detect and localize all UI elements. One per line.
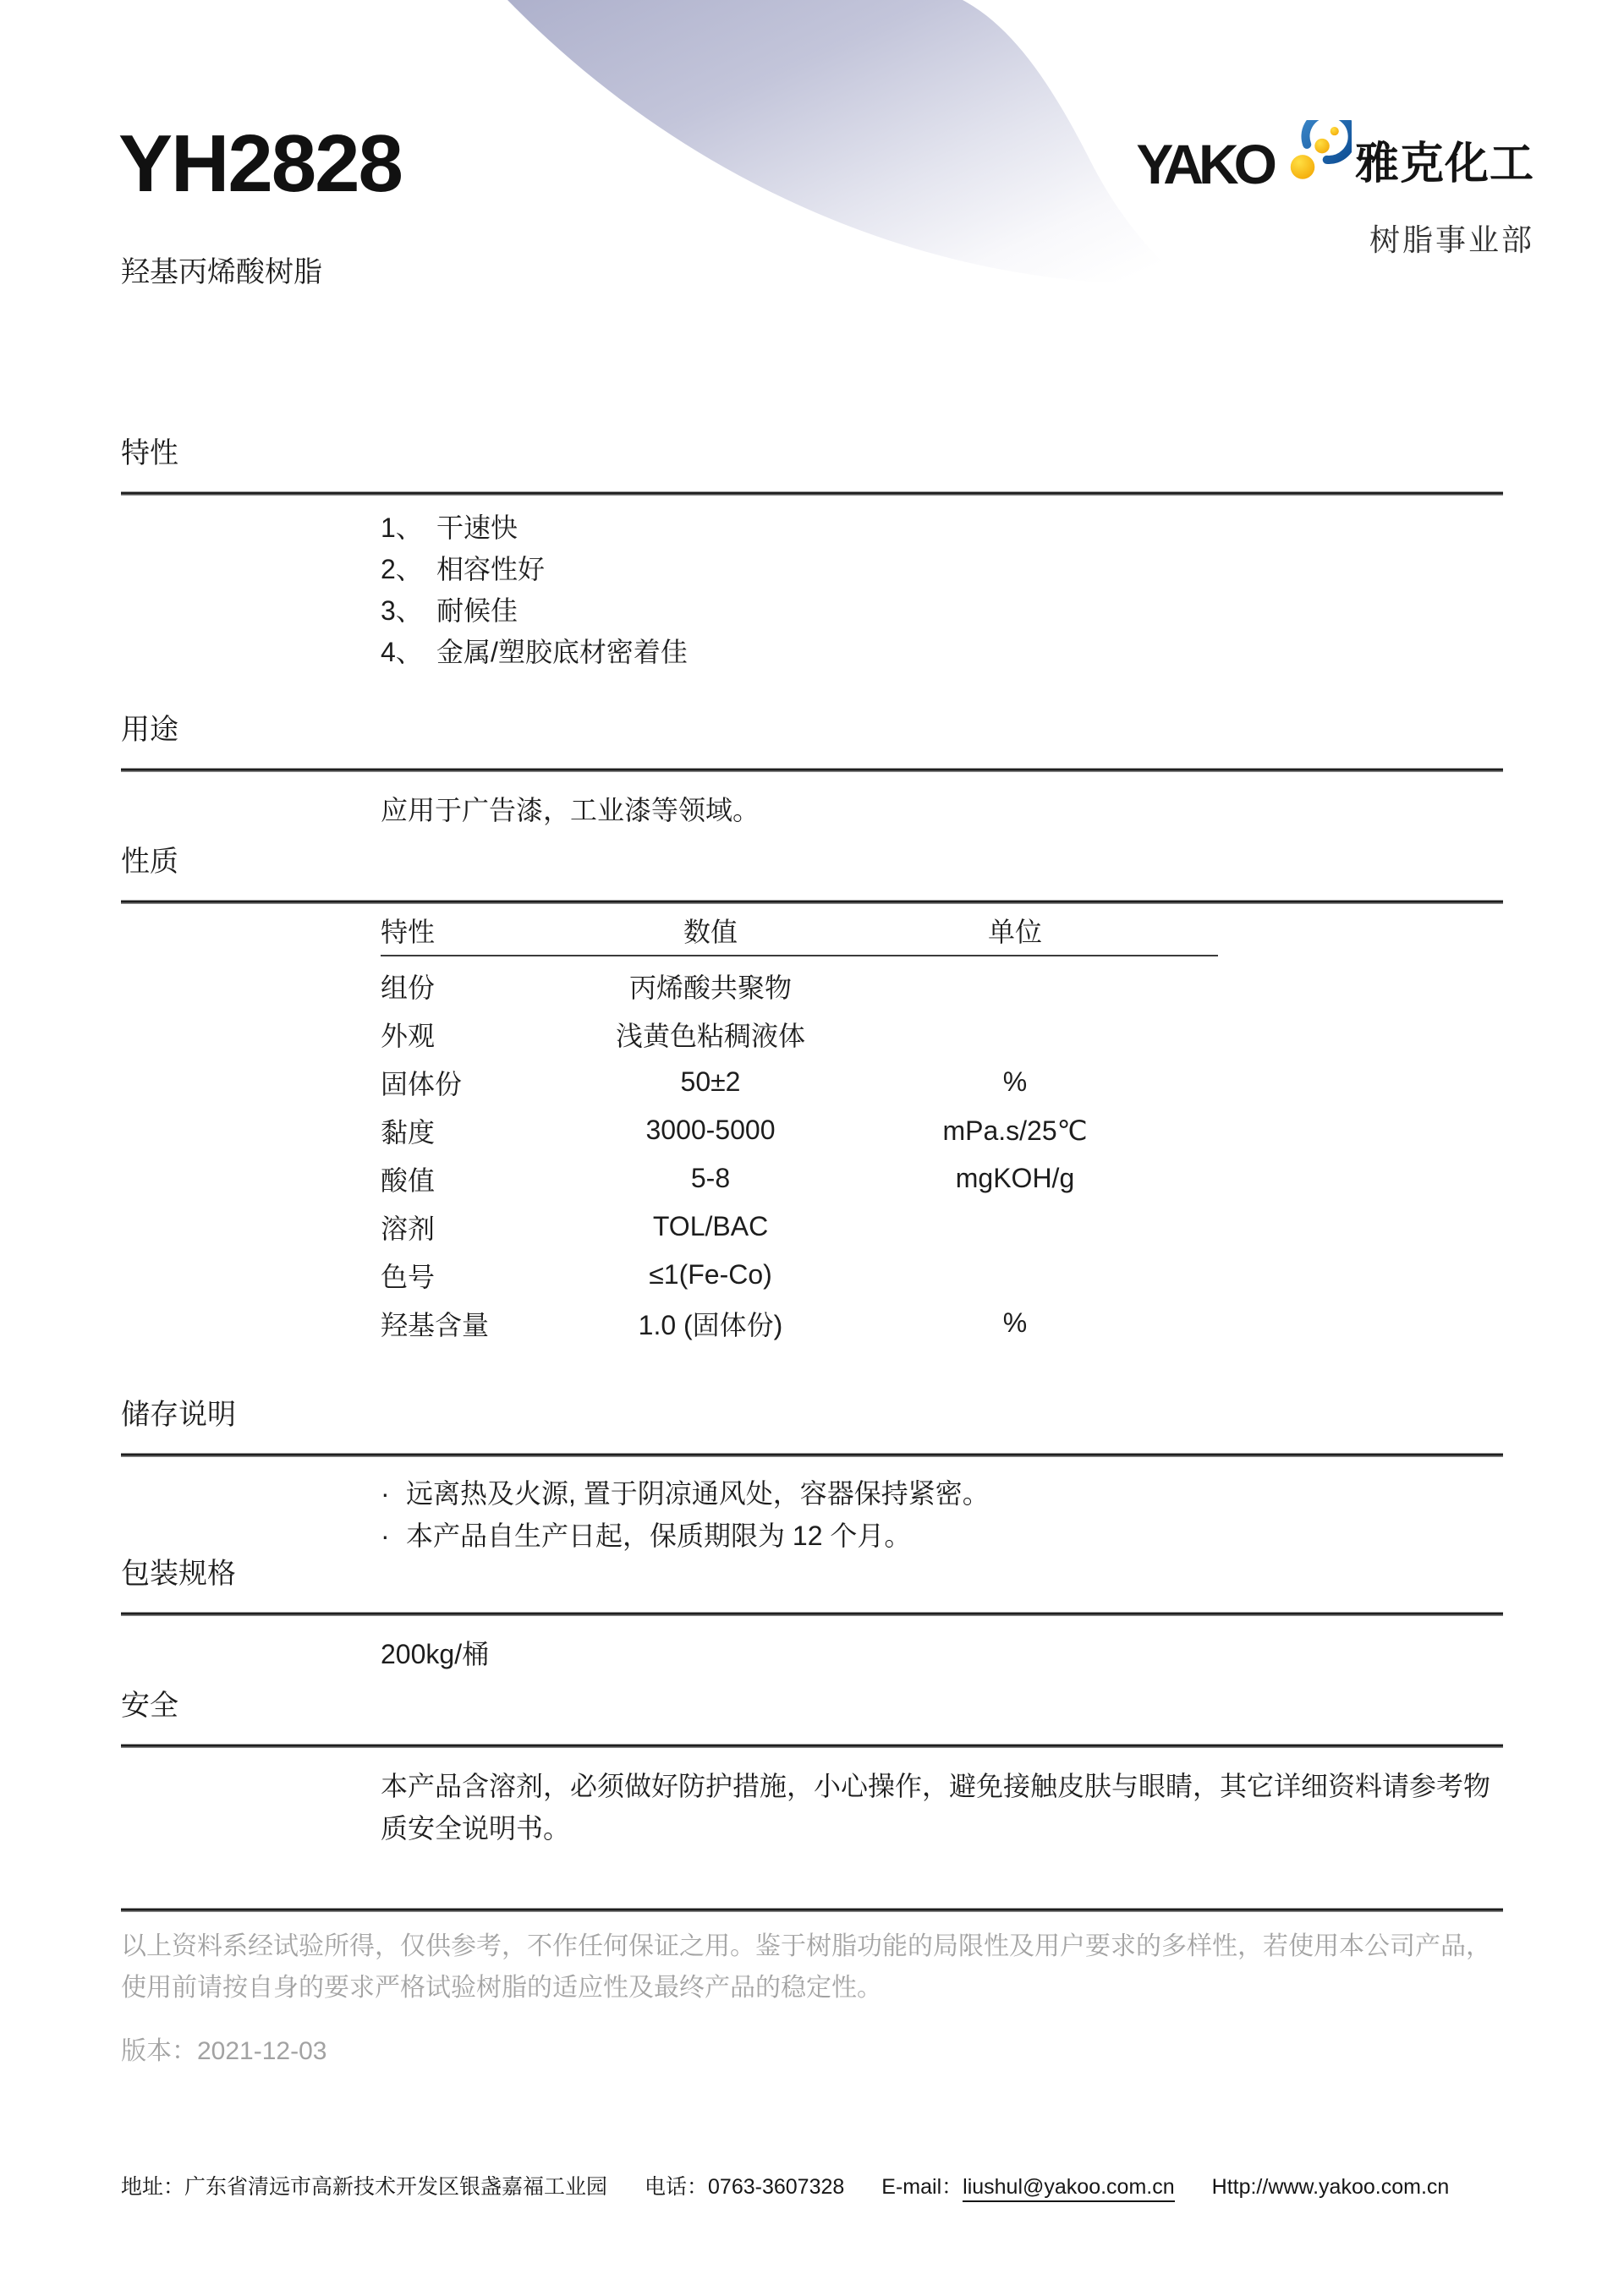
version-label: 版本：2021-12-03 [121, 2037, 327, 2065]
section-heading-packaging: 包装规格 [121, 1558, 236, 1590]
list-item-text: 金属/塑胶底材密着佳 [436, 637, 688, 667]
list-item-number: 4、 [381, 637, 423, 667]
section-rule [121, 1744, 1503, 1748]
property-name: 羟基含量 [381, 1309, 490, 1340]
table-row [381, 1299, 1503, 1347]
table-header-value: 数值 [683, 917, 738, 947]
section-packaging [121, 1556, 1503, 1675]
section-heading-properties: 性质 [121, 846, 178, 878]
list-item-text: 相容性好 [436, 554, 546, 584]
contact-line [121, 2170, 1449, 2202]
disclaimer-text: 以上资料系经试验所得，仅供参考，不作任何保证之用。鉴于树脂功能的局限性及用户要求的多样性，若使用本公司产品，使用前请按自身的要求严格试验树脂的适应性及最终产品的稳定性。 [121, 1932, 1491, 2002]
brand-logo-row [1136, 120, 1534, 208]
section-heading-storage: 储存说明 [121, 1399, 236, 1431]
footer-disclaimer-block [121, 1908, 1503, 2008]
storage-list [121, 1472, 1503, 1557]
property-value: 丙烯酸共聚物 [628, 972, 792, 1003]
product-name: 羟基丙烯酸树脂 [121, 256, 322, 288]
list-item [381, 1515, 1503, 1557]
property-value: ≤1(Fe-Co) [649, 1259, 772, 1290]
features-list [121, 507, 1503, 673]
bullet-icon: · [381, 1521, 390, 1551]
property-name: 溶剂 [381, 1213, 436, 1244]
table-row [381, 1251, 1503, 1299]
contact-address: 地址：广东省清远市高新技术开发区银盏嘉福工业园 [121, 2175, 608, 2199]
storage-item-text: 远离热及火源, 置于阴凉通风处，容器保持紧密。 [406, 1478, 990, 1509]
section-rule [121, 491, 1503, 496]
brand-block [1136, 120, 1534, 260]
yako-swoosh-icon [1274, 120, 1352, 203]
corner-swoosh-decoration [474, 0, 1201, 292]
property-name: 固体份 [381, 1068, 463, 1099]
table-row [381, 1010, 1503, 1058]
section-properties [121, 844, 1503, 1347]
table-row [381, 1203, 1503, 1251]
table-header-name: 特性 [381, 917, 436, 947]
property-value: 3000-5000 [645, 1115, 776, 1145]
brand-logo-text: YAKO [1136, 133, 1272, 195]
property-unit: mPa.s/25℃ [942, 1115, 1088, 1146]
contact-email-label: E-mail： [881, 2175, 963, 2199]
list-item [381, 590, 1503, 632]
list-item-number: 1、 [381, 512, 423, 543]
property-value: 5-8 [690, 1163, 731, 1193]
properties-table [121, 911, 1503, 1347]
brand-company-name: 雅克化工 [1354, 140, 1534, 189]
list-item-text: 干速快 [436, 512, 518, 543]
property-value: 1.0 (固体份) [638, 1309, 783, 1340]
list-item [381, 549, 1503, 590]
contact-website: Http://www.yakoo.com.cn [1211, 2175, 1450, 2199]
section-safety [121, 1688, 1503, 1849]
table-row [381, 1058, 1503, 1106]
section-rule [121, 768, 1503, 772]
property-value: 浅黄色粘稠液体 [615, 1020, 805, 1051]
section-rule [121, 1453, 1503, 1457]
table-header-rule [381, 955, 1218, 956]
table-row [381, 1154, 1503, 1203]
property-unit: % [1002, 1307, 1028, 1338]
product-code-title: YH2828 [118, 118, 402, 209]
section-heading-usage: 用途 [121, 714, 178, 746]
section-storage [121, 1397, 1503, 1557]
table-header-unit: 单位 [987, 917, 1042, 947]
list-item-text: 耐候佳 [436, 595, 518, 626]
table-row [381, 1106, 1503, 1154]
section-rule [121, 900, 1503, 904]
usage-text: 应用于广告漆，工业漆等领域。 [381, 795, 760, 825]
contact-phone: 电话：0763-3607328 [645, 2175, 845, 2199]
property-name: 黏度 [381, 1116, 436, 1148]
packaging-text: 200kg/桶 [381, 1639, 490, 1669]
section-heading-features: 特性 [121, 437, 178, 469]
list-item-number: 3、 [381, 595, 423, 626]
property-name: 组份 [381, 972, 436, 1003]
table-header-row [381, 911, 1503, 950]
bullet-icon: · [381, 1478, 390, 1509]
contact-email-link[interactable]: liushul@yakoo.com.cn [963, 2175, 1175, 2202]
section-features [121, 436, 1503, 673]
list-item-number: 2、 [381, 554, 423, 584]
property-value: 50±2 [680, 1066, 741, 1097]
section-heading-safety: 安全 [121, 1690, 178, 1722]
property-name: 外观 [381, 1020, 436, 1051]
property-name: 酸值 [381, 1164, 436, 1196]
list-item [381, 1472, 1503, 1515]
property-unit: mgKOH/g [955, 1163, 1075, 1193]
footer-rule [121, 1908, 1503, 1912]
property-value: TOL/BAC [652, 1211, 769, 1241]
brand-division: 树脂事业部 [1369, 222, 1534, 257]
list-item [381, 507, 1503, 549]
safety-text: 本产品含溶剂，必须做好防护措施，小心操作，避免接触皮肤与眼睛，其它详细资料请参考物质安全说明书。 [381, 1771, 1491, 1844]
section-usage [121, 712, 1503, 831]
table-row [381, 962, 1503, 1010]
list-item [381, 632, 1503, 673]
contact-email-pair [881, 2170, 1174, 2202]
section-rule [121, 1612, 1503, 1616]
property-name: 色号 [381, 1261, 436, 1292]
storage-item-text: 本产品自生产日起，保质期限为 12 个月。 [406, 1521, 912, 1551]
property-unit: % [1002, 1066, 1028, 1097]
